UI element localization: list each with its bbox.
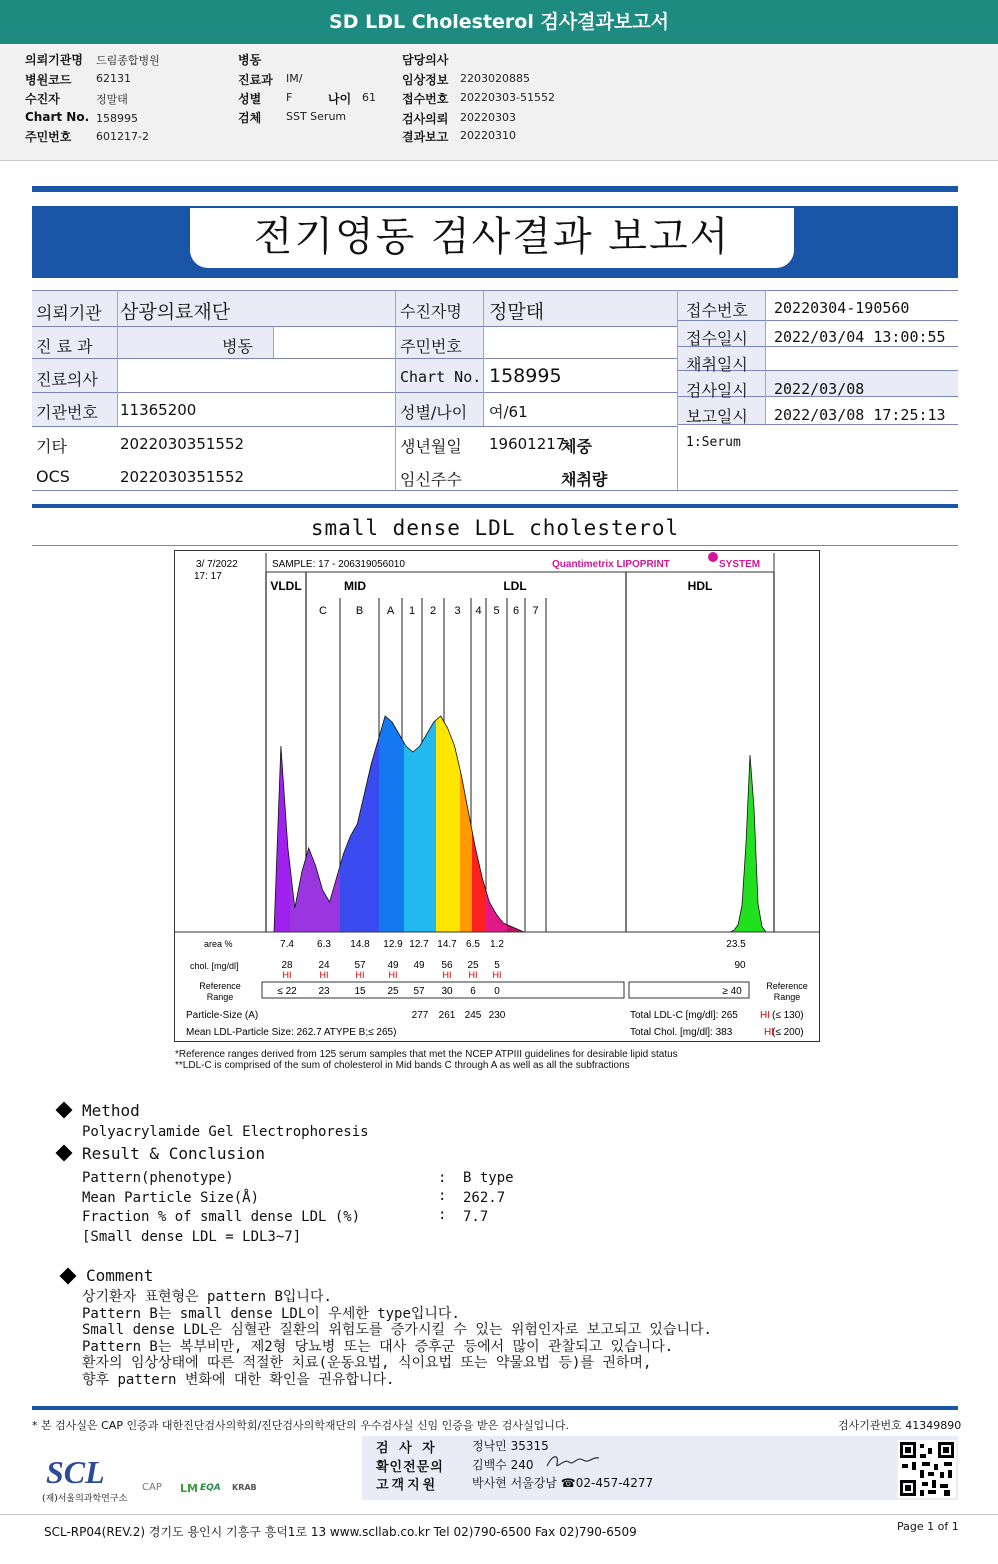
method-text: Polyacrylamide Gel Electrophoresis <box>82 1124 369 1140</box>
footer-rule <box>32 1406 958 1410</box>
label-report-date: 보고일시 <box>686 407 748 426</box>
info-label: Chart No. <box>25 110 90 124</box>
total-ldl-label: Total LDL-C [mg/dl]: 265 <box>630 1010 738 1021</box>
label-birth: 생년월일 <box>400 437 462 456</box>
info-label: 담당의사 <box>402 53 449 67</box>
info-label: 검사의뢰 <box>402 112 449 126</box>
krab-logo: KRAB <box>232 1483 257 1492</box>
info-value: 드림종합병원 <box>96 54 160 67</box>
lm-logo: LM <box>180 1482 198 1495</box>
label-doctor: 진료의사 <box>36 370 98 389</box>
result-label: Mean Particle Size(Å) <box>82 1190 260 1206</box>
band-label: C <box>319 605 327 617</box>
result-value: 7.7 <box>463 1209 489 1225</box>
hi-flag: HI <box>442 970 452 980</box>
group-label: MID <box>344 579 366 593</box>
info-value: 20220310 <box>460 129 516 142</box>
scl-logo-subtitle: (재)서울의과학연구소 <box>42 1494 128 1504</box>
hi-flag: HI <box>388 970 398 980</box>
value-etc: 2022030351552 <box>120 435 245 453</box>
particle-size-label: Particle-Size (A) <box>186 1010 259 1021</box>
label-pregnancy: 임신주수 <box>400 470 462 489</box>
lipoprint-chart <box>174 550 820 1042</box>
label-institution: 의뢰기관 <box>36 304 102 324</box>
info-value: 158995 <box>96 112 138 125</box>
chol-label: chol. [mg/dl] <box>190 961 239 971</box>
info-label: 수진자 <box>25 92 60 106</box>
ref-value: ≤ 22 <box>277 986 297 997</box>
info-value: IM/ <box>286 72 303 85</box>
hi-flag: HI <box>468 970 478 980</box>
qr-code-icon <box>898 1440 956 1498</box>
result-label: Pattern(phenotype) <box>82 1170 234 1186</box>
info-label: 검체 <box>238 111 262 125</box>
particle-value: 230 <box>488 1010 506 1021</box>
label-ocs: OCS <box>36 467 70 486</box>
footer-lab-number: 검사기관번호 41349890 <box>838 1419 962 1432</box>
info-value: 정말태 <box>96 93 128 106</box>
info-label: 주민번호 <box>25 130 72 144</box>
info-label: 성별 <box>238 92 262 106</box>
ref-value: 30 <box>441 986 453 997</box>
info-label: 병동 <box>238 53 262 67</box>
staff-label: 확인전문의 <box>376 1460 444 1475</box>
value-report-date: 2022/03/08 17:25:13 <box>774 406 946 424</box>
comment-line: 향후 pattern 변화에 대한 확인을 권유합니다. <box>82 1372 395 1388</box>
info-label: 의뢰기관명 <box>25 53 83 67</box>
result-colon: : <box>438 1207 447 1223</box>
result-note: [Small dense LDL = LDL3~7] <box>82 1229 302 1245</box>
value-birth: 19601217 <box>489 435 566 453</box>
chart-brand: Quantimetrix LIPOPRINT <box>552 559 670 570</box>
label-weight: 체중 <box>561 437 592 456</box>
chart-date: 3/ 7/2022 <box>196 559 238 570</box>
info-label: 병원코드 <box>25 73 72 87</box>
chol-value: 56 <box>441 960 453 971</box>
staff-value: 김백수 240 <box>472 1458 534 1472</box>
total-ldl-hi: HI <box>760 1010 770 1021</box>
hi-flag: HI <box>319 970 329 980</box>
area-value: 6.3 <box>317 939 331 950</box>
chart-time: 17: 17 <box>194 571 222 582</box>
band-label: 3 <box>454 605 461 617</box>
chol-value: 28 <box>281 960 293 971</box>
group-label: HDL <box>687 579 713 593</box>
group-label: VLDL <box>270 579 302 593</box>
report-title: 전기영동 검사결과 보고서 <box>190 208 794 268</box>
info-label: 진료과 <box>238 73 273 87</box>
hdl-ref-label: Reference <box>766 981 808 991</box>
section-rule-bottom <box>32 545 958 546</box>
info-value: 20220303 <box>460 111 516 124</box>
ref-value: 6 <box>470 986 476 997</box>
label-etc: 기타 <box>36 437 67 456</box>
label-receipt-no: 접수번호 <box>686 301 748 320</box>
hdl-ref-value: ≥ 40 <box>722 986 742 997</box>
mean-particle-size: Mean LDL-Particle Size: 262.7 ATYPE B;≤ 265) <box>186 1027 397 1038</box>
staff-value: 정낙민 35315 <box>472 1439 549 1453</box>
bullet-diamond-icon <box>60 1268 77 1285</box>
ref-value: 15 <box>354 986 366 997</box>
comment-line: Pattern B는 small dense LDL이 우세한 type입니다. <box>82 1306 460 1322</box>
area-value: 1.2 <box>490 939 504 950</box>
section-title: small dense LDL cholesterol <box>310 516 680 540</box>
value-ocs: 2022030351552 <box>120 468 245 486</box>
ref-label: Range <box>206 992 234 1002</box>
label-resident-no: 주민번호 <box>400 337 462 356</box>
bullet-diamond-icon <box>56 1102 73 1119</box>
chol-value: 24 <box>318 960 330 971</box>
top-info-panel <box>0 44 998 161</box>
value-department: 병동 <box>222 337 253 356</box>
result-value: B type <box>463 1170 514 1186</box>
result-value: 262.7 <box>463 1190 506 1206</box>
footer-divider <box>0 1514 998 1515</box>
info-label: 임상정보 <box>402 73 449 87</box>
result-heading: Result & Conclusion <box>82 1144 266 1163</box>
label-receipt-date: 접수일시 <box>686 329 748 348</box>
band-label: 5 <box>493 605 500 617</box>
chol-value: 49 <box>413 960 425 971</box>
label-sample-amount: 채취량 <box>561 470 608 489</box>
page-number: Page 1 of 1 <box>897 1520 959 1533</box>
footer-notice: * 본 검사실은 CAP 인증과 대한진단검사의학회/진단검사의학재단의 우수검사실 신임 인증을 받은 검사실입니다. <box>32 1419 570 1432</box>
info-value: 601217-2 <box>96 130 149 143</box>
area-value: 12.9 <box>383 939 403 950</box>
comment-heading: Comment <box>86 1266 154 1285</box>
ref-value: 0 <box>494 986 500 997</box>
total-ldl-ref: (≤ 130) <box>772 1010 804 1021</box>
staff-label: 고객지원 <box>376 1478 439 1493</box>
age-value: 61 <box>362 91 376 104</box>
label-sex-age: 성별/나이 <box>400 403 468 422</box>
area-value: 12.7 <box>409 939 429 950</box>
band-label: B <box>355 605 364 617</box>
value-patient: 정말태 <box>489 301 545 323</box>
info-label: 접수번호 <box>402 92 449 106</box>
value-org-no: 11365200 <box>120 401 197 419</box>
value-institution: 삼광의료재단 <box>120 301 231 323</box>
ref-value: 23 <box>318 986 330 997</box>
label-collection-date: 채취일시 <box>686 355 748 374</box>
staff-value: 박사현 서울강남 ☎02-457-4277 <box>472 1476 654 1490</box>
chol-value: 25 <box>467 960 479 971</box>
age-label: 나이 <box>328 92 352 106</box>
band-label: 7 <box>532 605 539 617</box>
value-chart-no: 158995 <box>489 365 562 387</box>
label-patient: 수진자명 <box>400 302 462 321</box>
total-chol-label: Total Chol. [mg/dl]: 383 <box>630 1027 733 1038</box>
area-value: 14.7 <box>437 939 457 950</box>
chol-value: 57 <box>354 960 366 971</box>
group-label: LDL <box>503 579 527 593</box>
total-chol-hi: HI <box>764 1027 774 1038</box>
comment-line: Pattern B는 복부비만, 제2형 당뇨병 또는 대사 증후군 등에서 많이 관찰되고 있습니다. <box>82 1339 674 1355</box>
eqa-logo: EQA <box>200 1483 221 1493</box>
document-title: SD LDL Cholesterol 검사결과보고서 <box>0 0 998 44</box>
hdl-area-value: 23.5 <box>726 939 746 950</box>
area-label: area % <box>204 939 233 949</box>
particle-value: 277 <box>411 1010 429 1021</box>
value-receipt-date: 2022/03/04 13:00:55 <box>774 328 946 346</box>
chart-footnote-1: *Reference ranges derived from 125 serum samples that met the NCEP ATPIII guidelines for desirable lipid status <box>175 1049 678 1060</box>
hdl-chol-value: 90 <box>734 960 746 971</box>
info-value: 62131 <box>96 72 131 85</box>
chol-value: 49 <box>387 960 399 971</box>
chol-value: 5 <box>494 960 500 971</box>
section-rule-top <box>32 504 958 508</box>
value-sex-age: 여/61 <box>489 403 528 421</box>
result-colon: : <box>438 1170 447 1186</box>
chart-sample: SAMPLE: 17 - 206319056010 <box>272 559 405 570</box>
hdl-ref-label: Range <box>773 992 801 1002</box>
band-label: A <box>386 605 395 617</box>
value-receipt-no: 20220304-190560 <box>774 299 910 317</box>
info-value: SST Serum <box>286 110 347 123</box>
brand-badge-icon <box>708 552 718 562</box>
label-org-no: 기관번호 <box>36 403 98 422</box>
value-test-date: 2022/03/08 <box>774 380 865 398</box>
chart-brand-suffix: SYSTEM <box>719 559 761 570</box>
band-label: 1 <box>408 605 416 617</box>
comment-line: Small dense LDL은 심혈관 질환의 위험도를 증가시킬 수 있는 위험인자로 보고되고 있습니다. <box>82 1322 712 1338</box>
result-label: Fraction % of small dense LDL (%) <box>82 1209 361 1225</box>
particle-value: 245 <box>464 1010 482 1021</box>
band-label: 4 <box>475 605 482 617</box>
info-value: F <box>286 91 293 104</box>
info-value: 20220303-51552 <box>460 91 555 104</box>
ref-label: Reference <box>199 981 241 991</box>
staff-panel <box>362 1436 958 1500</box>
comment-line: 상기환자 표현형은 pattern B입니다. <box>82 1289 332 1305</box>
band-label: 6 <box>512 605 520 617</box>
comment-line: 환자의 임상상태에 따른 적절한 치료(운동요법, 식이요법 또는 약물요법 등)를 권하며, <box>82 1355 652 1371</box>
method-heading: Method <box>82 1101 140 1120</box>
top-rule <box>32 186 958 192</box>
ref-value: 25 <box>387 986 399 997</box>
hi-flag: HI <box>355 970 365 980</box>
area-value: 7.4 <box>280 939 294 950</box>
signature-icon <box>543 1450 603 1472</box>
ref-value: 57 <box>413 986 425 997</box>
area-value: 14.8 <box>350 939 370 950</box>
info-label: 결과보고 <box>402 130 449 144</box>
label-test-date: 검사일시 <box>686 381 748 400</box>
label-chart-no: Chart No. <box>400 368 482 386</box>
result-colon: : <box>438 1188 447 1204</box>
area-value: 6.5 <box>466 939 480 950</box>
scl-logo: SCL <box>46 1454 105 1490</box>
total-chol-ref: (≤ 200) <box>772 1027 804 1038</box>
certification-logos <box>136 1482 256 1504</box>
label-department: 진 료 과 <box>36 337 93 356</box>
chart-footnote-2: **LDL-C is comprised of the sum of cholesterol in Mid bands C through A as well as all the subfractions <box>175 1060 630 1071</box>
value-specimen: 1:Serum <box>686 435 741 450</box>
particle-value: 261 <box>438 1010 456 1021</box>
info-value: 2203020885 <box>460 72 530 85</box>
staff-label: 검 사 자 <box>376 1441 438 1456</box>
bullet-diamond-icon <box>56 1145 73 1162</box>
hi-flag: HI <box>282 970 292 980</box>
cap-logo: CAP <box>142 1482 162 1493</box>
hi-flag: HI <box>492 970 502 980</box>
band-label: 2 <box>429 605 437 617</box>
footer-address: SCL-RP04(REV.2) 경기도 용인시 기흥구 흥덕1로 13 www.scllab.co.kr Tel 02)790-6500 Fax 02)790-6509 <box>44 1525 637 1539</box>
